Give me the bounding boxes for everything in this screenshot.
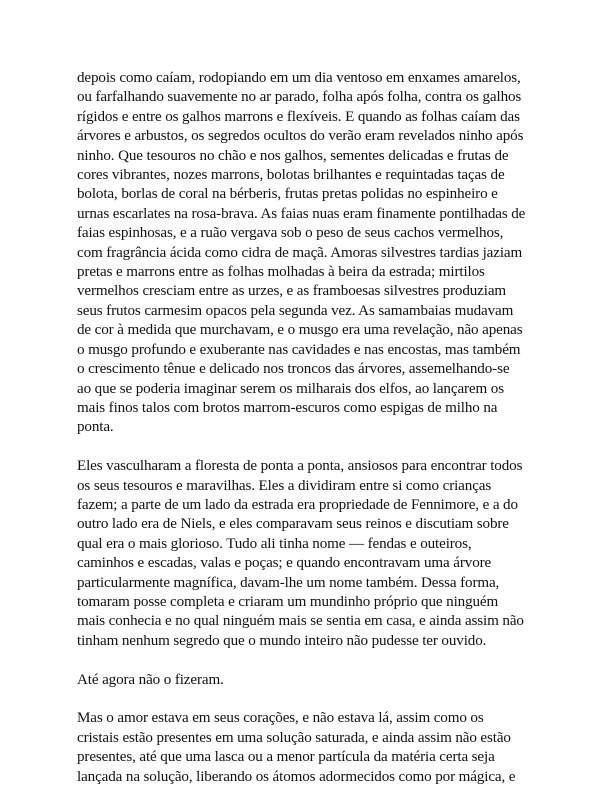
paragraph-not-yet: Até agora não o fizeram. — [77, 671, 224, 688]
document-page — [77, 69, 527, 787]
paragraph-love-crystals: Mas o amor estava em seus corações, e não estava lá, assim como os cristais estão presentes em uma solução saturada, e ainda assim não estão presentes, até que uma lasca ou a menor partícula da matéria certa seja lançada na solução, liberando os átomos adormecidos como por mágica, e — [77, 710, 516, 785]
paragraph-forest-kingdoms: Eles vasculharam a floresta de ponta a ponta, ansiosos para encontrar todos os seus tesouros e maravilhas. Eles a dividiram entre si como crianças fazem; a parte de um lado da estrada era propriedade de Fennimore, e a do outro lado era de Niels, e eles comparavam seus reinos e discutiam sobre qual era o mais glorioso. Tudo ali tinha nome — fendas e outeiros, caminhos e escadas, valas e poças; e quando encontravam uma árvore particularmente magnífica, davam-lhe um nome também. Dessa forma, tomaram posse completa e criaram um mundinho próprio que ninguém mais conhecia e no qual ninguém mais se sentia em casa, e ainda assim não tinham nenhum segredo que o mundo inteiro não pudesse ter ouvido. — [77, 458, 524, 649]
paragraph-autumn-forest: depois como caíam, rodopiando em um dia ventoso em enxames amarelos, ou farfalhando suavemente no ar parado, folha após folha, contra os galhos rígidos e entre os galhos marrons e flexíveis. E quando as folhas caíam das árvores e arbustos, os segredos ocultos do verão eram revelados ninho após ninho. Que tesouros no chão e nos galhos, sementes delicadas e frutas de cores vibrantes, nozes marrons, bolotas brilhantes e requintadas taças de bolota, borlas de coral na bérberis, frutas pretas polidas no espinheiro e urnas escarlates na rosa-brava. As faias nuas eram finamente pontilhadas de faias espinhosas, e a ruão vergava sob o peso de seus cachos vermelhos, com fragrância ácida como cidra de maçã. Amoras silvestres tardias jaziam pretas e marrons entre as folhas molhadas à beira da estrada; mirtilos vermelhos cresciam entre as urzes, e as framboesas silvestres produziam seus frutos carmesim opacos pela segunda vez. As samambaias mudavam de cor à medida que murchavam, e o musgo era uma revelação, não apenas o musgo profundo e exuberante nas cavidades e nas encostas, mas também o crescimento tênue e delicado nos troncos das árvores, assemelhando-se ao que se poderia imaginar serem os milharais dos elfos, ao lançarem os mais finos talos com brotos marrom-escuros como espigas de milho na ponta. — [77, 70, 526, 436]
